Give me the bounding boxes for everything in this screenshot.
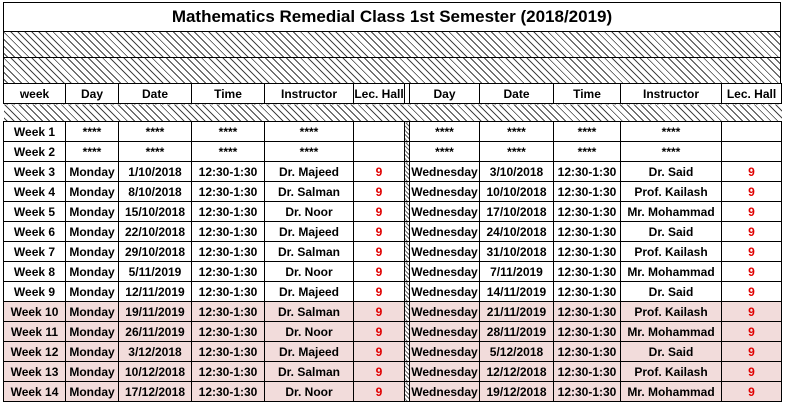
date-cell[interactable]: 3/10/2018 — [480, 162, 554, 182]
table-row — [4, 362, 782, 382]
hall-cell[interactable]: 9 — [722, 382, 782, 402]
hall-cell[interactable]: 9 — [354, 322, 405, 342]
hall-cell[interactable]: 9 — [354, 242, 405, 262]
date-cell[interactable]: 8/10/2018 — [119, 182, 192, 202]
day-cell[interactable]: Monday — [66, 342, 119, 362]
time-cell[interactable]: **** — [554, 122, 621, 142]
hall-cell[interactable] — [722, 142, 782, 162]
instructor-cell[interactable]: Dr. Majeed — [265, 282, 354, 302]
hall-cell[interactable]: 9 — [722, 302, 782, 322]
table-row — [4, 282, 782, 302]
table-row — [4, 382, 782, 402]
date-cell[interactable]: **** — [119, 142, 192, 162]
hall-cell[interactable] — [354, 142, 405, 162]
day-cell[interactable]: Wednesday — [410, 362, 480, 382]
table-row — [4, 202, 782, 222]
header-instructor-2[interactable]: Instructor — [621, 84, 722, 104]
week-cell[interactable]: Week 14 — [4, 382, 66, 402]
time-cell[interactable]: 12:30-1:30 — [554, 282, 621, 302]
instructor-cell[interactable]: Dr. Said — [621, 222, 722, 242]
instructor-cell[interactable]: Dr. Said — [621, 162, 722, 182]
time-cell[interactable]: 12:30-1:30 — [554, 382, 621, 402]
day-cell[interactable]: Monday — [66, 302, 119, 322]
day-cell[interactable]: Monday — [66, 262, 119, 282]
hall-cell[interactable]: 9 — [354, 302, 405, 322]
hall-cell[interactable]: 9 — [722, 282, 782, 302]
time-cell[interactable]: 12:30-1:30 — [192, 242, 265, 262]
table-row — [4, 342, 782, 362]
week-cell[interactable]: Week 7 — [4, 242, 66, 262]
date-cell[interactable]: 15/10/2018 — [119, 202, 192, 222]
week-cell[interactable]: Week 6 — [4, 222, 66, 242]
time-cell[interactable]: 12:30-1:30 — [192, 382, 265, 402]
date-cell[interactable]: 19/12/2018 — [480, 382, 554, 402]
time-cell[interactable]: **** — [554, 142, 621, 162]
date-cell[interactable]: 7/11/2019 — [480, 262, 554, 282]
instructor-cell[interactable]: Dr. Noor — [265, 322, 354, 342]
day-cell[interactable]: Wednesday — [410, 162, 480, 182]
instructor-cell[interactable]: Mr. Mohammad — [621, 382, 722, 402]
hall-cell[interactable]: 9 — [354, 362, 405, 382]
day-cell[interactable]: Monday — [66, 282, 119, 302]
hall-cell[interactable]: 9 — [354, 182, 405, 202]
table-row — [4, 222, 782, 242]
week-cell[interactable]: Week 4 — [4, 182, 66, 202]
time-cell[interactable]: 12:30-1:30 — [554, 362, 621, 382]
instructor-cell[interactable]: **** — [265, 122, 354, 142]
header-instructor-1[interactable]: Instructor — [265, 84, 354, 104]
schedule-body — [4, 122, 782, 402]
hall-cell[interactable] — [354, 122, 405, 142]
table-row — [4, 142, 782, 162]
week-cell[interactable]: Week 10 — [4, 302, 66, 322]
week-cell[interactable]: Week 11 — [4, 322, 66, 342]
time-cell[interactable]: 12:30-1:30 — [554, 182, 621, 202]
header-week[interactable]: week — [4, 84, 66, 104]
time-cell[interactable]: 12:30-1:30 — [554, 162, 621, 182]
day-cell[interactable]: Monday — [66, 182, 119, 202]
date-cell[interactable]: 10/10/2018 — [480, 182, 554, 202]
table-row — [4, 122, 782, 142]
instructor-cell[interactable]: **** — [621, 142, 722, 162]
instructor-cell[interactable]: Dr. Majeed — [265, 342, 354, 362]
time-cell[interactable]: 12:30-1:30 — [554, 202, 621, 222]
hall-cell[interactable]: 9 — [354, 222, 405, 242]
day-cell[interactable]: Wednesday — [410, 322, 480, 342]
hatched-band-top — [3, 31, 781, 58]
instructor-cell[interactable]: Dr. Noor — [265, 202, 354, 222]
time-cell[interactable]: 12:30-1:30 — [554, 342, 621, 362]
week-cell[interactable]: Week 13 — [4, 362, 66, 382]
table-row — [4, 262, 782, 282]
hall-cell[interactable]: 9 — [722, 202, 782, 222]
time-cell[interactable]: 12:30-1:30 — [554, 262, 621, 282]
header-day-2[interactable]: Day — [410, 84, 480, 104]
day-cell[interactable]: Monday — [66, 362, 119, 382]
separator-cell — [4, 104, 782, 122]
date-cell[interactable]: 5/11/2019 — [119, 262, 192, 282]
instructor-cell[interactable]: Dr. Salman — [265, 182, 354, 202]
header-row — [4, 84, 782, 104]
time-cell[interactable]: 12:30-1:30 — [192, 302, 265, 322]
header-time-2[interactable]: Time — [554, 84, 621, 104]
date-cell[interactable]: 14/11/2019 — [480, 282, 554, 302]
day-cell[interactable]: Wednesday — [410, 262, 480, 282]
hall-cell[interactable]: 9 — [354, 282, 405, 302]
day-cell[interactable]: Wednesday — [410, 202, 480, 222]
day-cell[interactable]: Wednesday — [410, 242, 480, 262]
date-cell[interactable]: 3/12/2018 — [119, 342, 192, 362]
header-date-1[interactable]: Date — [119, 84, 192, 104]
date-cell[interactable]: 21/11/2019 — [480, 302, 554, 322]
hall-cell[interactable]: 9 — [354, 342, 405, 362]
date-cell[interactable]: 12/11/2019 — [119, 282, 192, 302]
time-cell[interactable]: 12:30-1:30 — [192, 262, 265, 282]
instructor-cell[interactable]: Mr. Mohammad — [621, 262, 722, 282]
day-cell[interactable]: Monday — [66, 162, 119, 182]
day-cell[interactable]: Wednesday — [410, 182, 480, 202]
instructor-cell[interactable]: Dr. Said — [621, 282, 722, 302]
day-cell[interactable]: Wednesday — [410, 282, 480, 302]
table-row — [4, 322, 782, 342]
instructor-cell[interactable]: Prof. Kailash — [621, 302, 722, 322]
day-cell[interactable]: **** — [410, 142, 480, 162]
date-cell[interactable]: 10/12/2018 — [119, 362, 192, 382]
date-cell[interactable]: **** — [480, 142, 554, 162]
day-cell[interactable]: Wednesday — [410, 342, 480, 362]
day-cell[interactable]: **** — [66, 122, 119, 142]
hall-cell[interactable]: 9 — [354, 382, 405, 402]
time-cell[interactable]: 12:30-1:30 — [554, 322, 621, 342]
time-cell[interactable]: **** — [192, 142, 265, 162]
time-cell[interactable]: **** — [192, 122, 265, 142]
instructor-cell[interactable]: Prof. Kailash — [621, 362, 722, 382]
time-cell[interactable]: 12:30-1:30 — [192, 222, 265, 242]
instructor-cell[interactable]: Dr. Noor — [265, 382, 354, 402]
time-cell[interactable]: 12:30-1:30 — [192, 162, 265, 182]
date-cell[interactable]: 31/10/2018 — [480, 242, 554, 262]
instructor-cell[interactable]: **** — [265, 142, 354, 162]
date-cell[interactable]: 29/10/2018 — [119, 242, 192, 262]
instructor-cell[interactable]: Mr. Mohammad — [621, 202, 722, 222]
day-cell[interactable]: Wednesday — [410, 302, 480, 322]
table-row — [4, 302, 782, 322]
day-cell[interactable]: **** — [66, 142, 119, 162]
instructor-cell[interactable]: Mr. Mohammad — [621, 322, 722, 342]
date-cell[interactable]: 19/11/2019 — [119, 302, 192, 322]
hall-cell[interactable]: 9 — [722, 242, 782, 262]
date-cell[interactable]: 17/10/2018 — [480, 202, 554, 222]
week-cell[interactable]: Week 2 — [4, 142, 66, 162]
instructor-cell[interactable]: Dr. Noor — [265, 262, 354, 282]
header-time-1[interactable]: Time — [192, 84, 265, 104]
hall-cell[interactable] — [722, 122, 782, 142]
hall-cell[interactable]: 9 — [722, 162, 782, 182]
day-cell[interactable]: Monday — [66, 222, 119, 242]
instructor-cell[interactable]: Dr. Salman — [265, 302, 354, 322]
time-cell[interactable]: 12:30-1:30 — [192, 182, 265, 202]
header-day-1[interactable]: Day — [66, 84, 119, 104]
instructor-cell[interactable]: Dr. Salman — [265, 362, 354, 382]
time-cell[interactable]: 12:30-1:30 — [192, 322, 265, 342]
week-cell[interactable]: Week 9 — [4, 282, 66, 302]
instructor-cell[interactable]: Dr. Majeed — [265, 222, 354, 242]
hall-cell[interactable]: 9 — [722, 342, 782, 362]
table-row — [4, 242, 782, 262]
day-cell[interactable]: Wednesday — [410, 222, 480, 242]
date-cell[interactable]: 1/10/2018 — [119, 162, 192, 182]
date-cell[interactable]: 12/12/2018 — [480, 362, 554, 382]
table-row — [4, 182, 782, 202]
day-cell[interactable]: Monday — [66, 322, 119, 342]
hall-cell[interactable]: 9 — [722, 362, 782, 382]
date-cell[interactable]: 22/10/2018 — [119, 222, 192, 242]
instructor-cell[interactable]: Dr. Said — [621, 342, 722, 362]
instructor-cell[interactable]: Prof. Kailash — [621, 182, 722, 202]
hall-cell[interactable]: 9 — [354, 162, 405, 182]
week-cell[interactable]: Week 3 — [4, 162, 66, 182]
time-cell[interactable]: 12:30-1:30 — [192, 362, 265, 382]
schedule-table — [3, 83, 782, 402]
instructor-cell[interactable]: Prof. Kailash — [621, 242, 722, 262]
date-cell[interactable]: **** — [119, 122, 192, 142]
table-row — [4, 162, 782, 182]
instructor-cell[interactable]: Dr. Majeed — [265, 162, 354, 182]
date-cell[interactable]: 24/10/2018 — [480, 222, 554, 242]
instructor-cell[interactable]: **** — [621, 122, 722, 142]
time-cell[interactable]: 12:30-1:30 — [192, 282, 265, 302]
hall-cell[interactable]: 9 — [722, 222, 782, 242]
hall-cell[interactable]: 9 — [722, 262, 782, 282]
time-cell[interactable]: 12:30-1:30 — [554, 302, 621, 322]
instructor-cell[interactable]: Dr. Salman — [265, 242, 354, 262]
week-cell[interactable]: Week 1 — [4, 122, 66, 142]
week-cell[interactable]: Week 5 — [4, 202, 66, 222]
hall-cell[interactable]: 9 — [354, 202, 405, 222]
day-cell[interactable]: Monday — [66, 202, 119, 222]
header-date-2[interactable]: Date — [480, 84, 554, 104]
sheet-title[interactable]: Mathematics Remedial Class 1st Semester (2018/2019) — [3, 2, 781, 32]
day-cell[interactable]: Monday — [66, 242, 119, 262]
header-hall-2[interactable]: Lec. Hall — [722, 84, 782, 104]
time-cell[interactable]: 12:30-1:30 — [554, 242, 621, 262]
day-cell[interactable]: Monday — [66, 382, 119, 402]
time-cell[interactable]: 12:30-1:30 — [192, 342, 265, 362]
date-cell[interactable]: 17/12/2018 — [119, 382, 192, 402]
week-cell[interactable]: Week 8 — [4, 262, 66, 282]
date-cell[interactable]: **** — [480, 122, 554, 142]
date-cell[interactable]: 5/12/2018 — [480, 342, 554, 362]
hall-cell[interactable]: 9 — [722, 182, 782, 202]
hall-cell[interactable]: 9 — [354, 262, 405, 282]
hatched-band-middle — [3, 57, 781, 84]
time-cell[interactable]: 12:30-1:30 — [192, 202, 265, 222]
day-cell[interactable]: **** — [410, 122, 480, 142]
hall-cell[interactable]: 9 — [722, 322, 782, 342]
header-hall-1[interactable]: Lec. Hall — [354, 84, 405, 104]
week-cell[interactable]: Week 12 — [4, 342, 66, 362]
separator-row — [4, 104, 782, 122]
day-cell[interactable]: Wednesday — [410, 382, 480, 402]
date-cell[interactable]: 28/11/2019 — [480, 322, 554, 342]
date-cell[interactable]: 26/11/2019 — [119, 322, 192, 342]
time-cell[interactable]: 12:30-1:30 — [554, 222, 621, 242]
